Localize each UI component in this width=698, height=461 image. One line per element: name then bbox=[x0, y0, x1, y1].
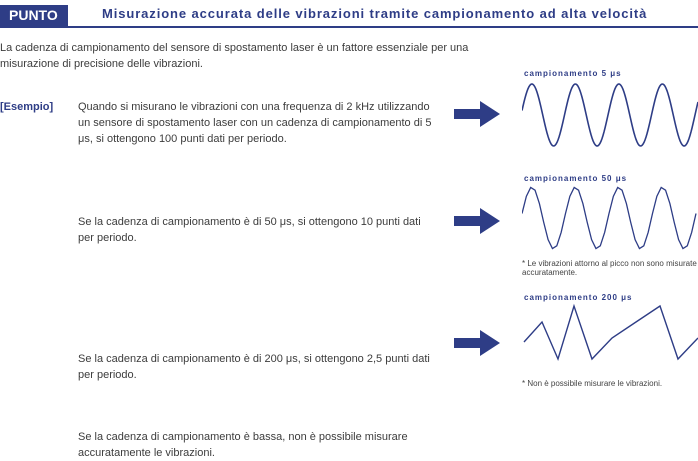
paragraph-200us: Se la cadenza di campionamento è di 200 μs, si ottengono 2,5 punti dati per periodo. bbox=[78, 353, 430, 381]
intro-text: La cadenza di campionamento del sensore di spostamento laser è un fattore essenziale per una misurazione di precisione delle vibrazioni. bbox=[0, 42, 469, 70]
sine-wave-5us bbox=[522, 80, 698, 150]
paragraph-low-rate: Se la cadenza di campionamento è bassa, non è possibile misurare accuratamente le vibrazioni. bbox=[78, 431, 408, 459]
aliased-wave-200us bbox=[522, 302, 698, 366]
wave-label-200us: campionamento 200 μs bbox=[524, 293, 633, 302]
sampled-wave-50us bbox=[522, 183, 698, 253]
arrow-right-icon bbox=[454, 208, 500, 234]
section-badge: PUNTO bbox=[0, 5, 68, 26]
page-title: Misurazione accurata delle vibrazioni tramite campionamento ad alta velocità bbox=[102, 6, 648, 21]
wave-label-50us: campionamento 50 μs bbox=[524, 174, 628, 183]
arrow-right-icon bbox=[454, 101, 500, 127]
arrow-right-icon bbox=[454, 330, 500, 356]
header-divider bbox=[0, 26, 698, 28]
example-label: [Esempio] bbox=[0, 101, 54, 113]
paragraph-5us: Quando si misurano le vibrazioni con una frequenza di 2 kHz utilizzando un sensore di spostamento laser con un cadenza di campionamento di 5 μs, si ottengono 100 punti dati per periodo. bbox=[78, 101, 432, 145]
paragraph-50us: Se la cadenza di campionamento è di 50 μs, si ottengono 10 punti dati per periodo. bbox=[78, 216, 421, 244]
wave-label-5us: campionamento 5 μs bbox=[524, 69, 622, 78]
note-200us: * Non è possibile misurare le vibrazioni. bbox=[522, 379, 663, 388]
note-50us: * Le vibrazioni attorno al picco non sono misurate accuratamente. bbox=[522, 259, 697, 277]
